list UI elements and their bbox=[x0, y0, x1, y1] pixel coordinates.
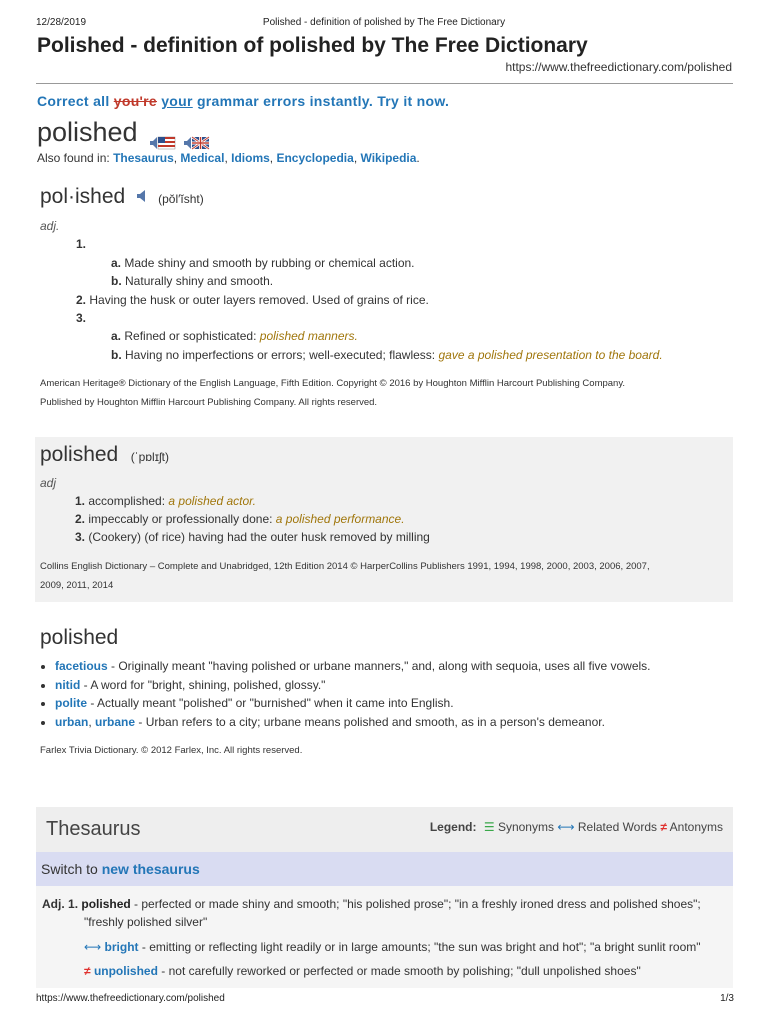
collins-sense-2-num: 2. bbox=[75, 512, 86, 526]
synonyms-icon: ☰ bbox=[483, 820, 495, 834]
collins-part-of-speech: adj bbox=[40, 476, 57, 490]
page-url[interactable]: https://www.thefreedictionary.com/polished bbox=[505, 60, 732, 74]
page-title: Polished - definition of polished by The Free Dictionary bbox=[37, 34, 588, 57]
trivia-item bbox=[55, 713, 651, 732]
thesaurus-sense-def-line-2: "freshly polished silver" bbox=[84, 915, 208, 929]
thesaurus-link-bright[interactable]: bright bbox=[104, 940, 139, 954]
trivia-link-urban[interactable]: urban bbox=[55, 714, 89, 729]
thesaurus-antonym-def: - not carefully reworked or perfected or made smooth by polishing; "dull unpolished shoes" bbox=[157, 964, 641, 978]
collins-source-line-1: Collins English Dictionary – Complete and Unabridged, 12th Edition 2014 © HarperCollins Publishers 1991, 1994, 1998, 2000, 2003, 2006, 2007, bbox=[40, 561, 650, 572]
trivia-list bbox=[36, 657, 651, 731]
also-found-link-wikipedia[interactable]: Wikipedia bbox=[360, 151, 417, 165]
promo-struck-word: you're bbox=[113, 93, 158, 109]
collins-entry-word: polished bbox=[40, 443, 119, 466]
collins-sense-3-text: (Cookery) (of rice) having had the outer husk removed by milling bbox=[88, 530, 430, 544]
legend-label: Legend: bbox=[429, 820, 477, 834]
trivia-link-urbane[interactable]: urbane bbox=[95, 714, 136, 729]
collins-sense-3-num: 3. bbox=[75, 530, 86, 544]
ahd-sense-2-num: 2. bbox=[76, 293, 87, 307]
thesaurus-sense-word: polished bbox=[81, 897, 131, 911]
ahd-source bbox=[40, 374, 730, 412]
trivia-item bbox=[55, 657, 651, 676]
speaker-icon[interactable] bbox=[136, 189, 150, 208]
trivia-source: Farlex Trivia Dictionary. © 2012 Farlex, Inc. All rights reserved. bbox=[40, 745, 303, 756]
thesaurus-related-def: - emitting or reflecting light readily or in large amounts; "the sun was bright and hot"; "a bright sunlit room" bbox=[138, 940, 701, 954]
collins-heading bbox=[40, 443, 169, 467]
thesaurus-adj-label: Adj. bbox=[42, 897, 65, 911]
related-words-icon: ⟷ bbox=[557, 820, 575, 834]
collins-entry bbox=[35, 437, 733, 602]
trivia-link-nitid[interactable]: nitid bbox=[55, 677, 81, 692]
grammar-promo-link[interactable] bbox=[37, 93, 449, 109]
headword: polished bbox=[37, 117, 138, 147]
thesaurus-sense-num: 1. bbox=[68, 897, 79, 911]
ahd-sense-1b-text: Naturally shiny and smooth. bbox=[125, 274, 274, 288]
also-found-link-medical[interactable]: Medical bbox=[180, 151, 225, 165]
ahd-sense-1b bbox=[111, 274, 273, 288]
switch-thesaurus-bar bbox=[36, 852, 733, 886]
ahd-sense-3-num: 3. bbox=[76, 311, 87, 325]
trivia-item-text: - A word for "bright, shining, polished, glossy." bbox=[80, 677, 326, 692]
related-word-icon: ⟷ bbox=[84, 940, 102, 954]
print-header-title: Polished - definition of polished by The Free Dictionary bbox=[262, 17, 506, 28]
promo-text-before: Correct all bbox=[37, 93, 114, 109]
legend-antonyms: Antonyms bbox=[669, 820, 723, 834]
trivia-link-polite[interactable]: polite bbox=[55, 696, 87, 710]
trivia-item-text: - Originally meant "having polished or urbane manners," and, along with sequoia, uses all five vowels. bbox=[107, 659, 651, 673]
thesaurus-antonym-line bbox=[84, 964, 641, 978]
promo-text-after: grammar errors instantly. Try it now. bbox=[192, 93, 450, 109]
header-divider bbox=[36, 83, 733, 84]
trivia-link-separator: , bbox=[88, 714, 96, 729]
print-date: 12/28/2019 bbox=[36, 17, 87, 28]
thesaurus-title: Thesaurus bbox=[46, 818, 141, 840]
ahd-sense-3b-num: b. bbox=[111, 348, 122, 362]
trivia-item-text: - Actually meant "polished" or "burnished" when it came into English. bbox=[87, 696, 454, 710]
ahd-sense-1b-num: b. bbox=[111, 274, 122, 288]
ahd-sense-1-num: 1. bbox=[76, 237, 87, 251]
collins-sense-2 bbox=[75, 512, 405, 526]
also-found-label: Also found in: bbox=[37, 151, 114, 165]
ahd-entry-word: pol·ished bbox=[40, 185, 126, 208]
switch-thesaurus-text: Switch to bbox=[41, 861, 102, 877]
thesaurus-link-unpolished[interactable]: unpolished bbox=[93, 964, 158, 978]
trivia-link-facetious[interactable]: facetious bbox=[55, 659, 108, 673]
also-found-in: Also found in: Thesaurus, Medical, Idioms, Encyclopedia, Wikipedia. bbox=[37, 151, 420, 165]
also-found-link-encyclopedia[interactable]: Encyclopedia bbox=[276, 151, 354, 165]
collins-sense-3 bbox=[75, 530, 430, 544]
thesaurus-sense-def: - perfected or made shiny and smooth; "his polished prose"; "in a freshly ironed dress and polished shoes"; bbox=[130, 897, 701, 911]
thesaurus-related-line bbox=[84, 940, 701, 954]
collins-pronunciation: (ˈpɒlɪʃt) bbox=[130, 450, 169, 464]
antonyms-icon: ≠ bbox=[660, 820, 667, 834]
thesaurus-header bbox=[36, 807, 733, 852]
thesaurus-legend bbox=[430, 820, 723, 834]
us-pronunciation-flag-icon[interactable] bbox=[149, 127, 171, 141]
collins-sense-1-example: a polished actor. bbox=[168, 494, 257, 508]
ahd-sense-3b-example: gave a polished presentation to the board. bbox=[438, 348, 663, 362]
collins-sense-1 bbox=[75, 494, 256, 508]
thesaurus-sense-line bbox=[42, 897, 701, 911]
legend-related-words: Related Words bbox=[577, 820, 658, 834]
collins-sense-2-text: impeccably or professionally done: bbox=[88, 512, 276, 526]
also-found-link-thesaurus[interactable]: Thesaurus bbox=[113, 151, 174, 165]
ahd-sense-1a bbox=[111, 256, 415, 270]
footer-url: https://www.thefreedictionary.com/polished bbox=[36, 993, 225, 1004]
collins-sense-2-example: a polished performance. bbox=[275, 512, 405, 526]
thesaurus-body bbox=[36, 886, 733, 988]
trivia-item bbox=[55, 676, 651, 695]
headword-row bbox=[37, 117, 205, 148]
ahd-sense-2 bbox=[76, 293, 429, 307]
switch-thesaurus bbox=[41, 861, 200, 877]
ahd-sense-3a-text: Refined or sophisticated: bbox=[124, 329, 260, 343]
ahd-sense-3b bbox=[111, 348, 663, 362]
ahd-sense-3a-num: a. bbox=[111, 329, 122, 343]
ahd-part-of-speech: adj. bbox=[40, 219, 60, 233]
legend-synonyms: Synonyms bbox=[497, 820, 554, 834]
collins-source-line-2: 2009, 2011, 2014 bbox=[40, 580, 114, 591]
ahd-pronunciation: (pŏl′ĭsht) bbox=[158, 192, 204, 206]
collins-source bbox=[40, 557, 730, 595]
ahd-sense-3a bbox=[111, 329, 358, 343]
ahd-source-line-1: American Heritage® Dictionary of the English Language, Fifth Edition. Copyright © 2016 by Houghton Mifflin Harcourt Publishing Company. bbox=[40, 378, 626, 389]
ahd-entry-heading bbox=[40, 185, 204, 209]
ahd-sense-3a-example: polished manners. bbox=[259, 329, 358, 343]
footer-page-number: 1/3 bbox=[720, 993, 734, 1004]
trivia-entry-word: polished bbox=[40, 626, 119, 649]
ahd-sense-3b-text: Having no imperfections or errors; well-executed; flawless: bbox=[125, 348, 439, 362]
ahd-source-line-2: Published by Houghton Mifflin Harcourt Publishing Company. All rights reserved. bbox=[40, 397, 378, 408]
antonym-icon: ≠ bbox=[84, 964, 91, 978]
collins-sense-1-num: 1. bbox=[75, 494, 86, 508]
ahd-sense-2-text: Having the husk or outer layers removed. Used of grains of rice. bbox=[89, 293, 429, 307]
promo-underlined-word: your bbox=[161, 93, 193, 109]
trivia-item-text: - Urban refers to a city; urbane means polished and smooth, as in a person's demeanor. bbox=[135, 714, 605, 729]
ahd-sense-1a-text: Made shiny and smooth by rubbing or chemical action. bbox=[124, 256, 415, 270]
uk-pronunciation-flag-icon[interactable] bbox=[183, 127, 205, 141]
ahd-sense-1a-num: a. bbox=[111, 256, 122, 270]
ahd-sense-3 bbox=[76, 311, 86, 325]
new-thesaurus-link[interactable]: new thesaurus bbox=[101, 861, 200, 877]
also-found-link-idioms[interactable]: Idioms bbox=[231, 151, 270, 165]
trivia-item bbox=[55, 694, 651, 713]
collins-sense-1-text: accomplished: bbox=[88, 494, 169, 508]
ahd-sense-1 bbox=[76, 237, 86, 251]
